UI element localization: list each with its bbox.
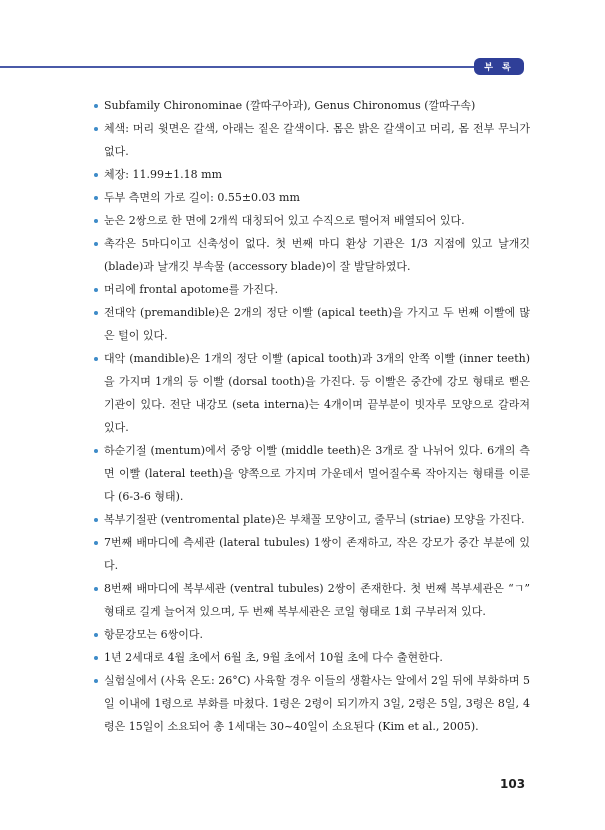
item-text: 7번째 배마디에 측세관 (lateral tubules) 1쌍이 존재하고, 작은 강모가 중간 부분에 있다. [104, 536, 530, 572]
bullet-icon [94, 242, 98, 246]
bullet-icon [94, 173, 98, 177]
item-text: 머리에 frontal apotome를 가진다. [104, 283, 279, 296]
item-text: 두부 측면의 가로 길이: 0.55±0.03 mm [104, 191, 300, 204]
item-text: 하순기절 (mentum)에서 중앙 이빨 (middle teeth)은 3개로 잘 나뉘어 있다. 6개의 측면 이빨 (lateral teeth)을 양쪽으로 가지며 가운데서 멀어질수록 작아지는 형태를 이룬다 (6-3-6 형태). [104, 444, 530, 503]
list-item [90, 531, 530, 577]
item-text: 8번째 배마디에 복부세관 (ventral tubules) 2쌍이 존재한다. 첫 번째 복부세관은 “ㄱ” 형태로 길게 늘어져 있으며, 두 번째 복부세관은 코일 형태로 1회 구부러져 있다. [104, 582, 530, 618]
content-list [90, 94, 530, 738]
item-text: 대악 (mandible)은 1개의 정단 이빨 (apical tooth)과 3개의 안쪽 이빨 (inner teeth)을 가지며 1개의 등 이빨 (dorsal tooth)을 가진다. 등 이빨은 중간에 강모 형태로 뻗은 기관이 있다. 전단 내강모 (seta interna)는 4개이며 끝부분이 빗자루 모양으로 갈라져 있다. [104, 352, 530, 434]
list-item [90, 278, 530, 301]
item-text: Subfamily Chironominae (깔따구아과), Genus Chironomus (깔따구속) [104, 99, 476, 112]
bullet-icon [94, 311, 98, 315]
item-text: 1년 2세대로 4월 초에서 6월 초, 9월 초에서 10월 초에 다수 출현한다. [104, 651, 443, 664]
list-item [90, 623, 530, 646]
list-item [90, 508, 530, 531]
item-text: 실험실에서 (사육 온도: 26°C) 사육할 경우 이들의 생활사는 알에서 2일 뒤에 부화하며 5일 이내에 1령으로 부화를 마쳤다. 1령은 2령이 되기까지 3일, 2령은 5일, 3령은 8일, 4령은 15일이 소요되어 총 1세대는 30~40일이 소요된다 (Kim et al., 2005). [104, 674, 530, 733]
bullet-icon [94, 288, 98, 292]
bullet-icon [94, 104, 98, 108]
page-number: 103 [500, 777, 526, 791]
list-item [90, 669, 530, 738]
bullet-icon [94, 656, 98, 660]
list-item [90, 209, 530, 232]
bullet-icon [94, 587, 98, 591]
list-item [90, 94, 530, 117]
item-text: 복부기절판 (ventromental plate)은 부채꼴 모양이고, 줄무늬 (striae) 모양을 가진다. [104, 513, 525, 526]
list-item [90, 186, 530, 209]
list-item [90, 163, 530, 186]
section-tab: 부 록 [474, 58, 524, 75]
item-text: 전대악 (premandible)은 2개의 정단 이빨 (apical teeth)을 가지고 두 번째 이빨에 많은 털이 있다. [104, 306, 530, 342]
list-item [90, 117, 530, 163]
bullet-icon [94, 633, 98, 637]
bullet-icon [94, 518, 98, 522]
item-text: 눈은 2쌍으로 한 면에 2개씩 대칭되어 있고 수직으로 떨어져 배열되어 있다. [104, 214, 465, 227]
header-rule [0, 66, 478, 68]
list-item [90, 577, 530, 623]
list-item [90, 646, 530, 669]
item-text: 체색: 머리 윗면은 갈색, 아래는 짙은 갈색이다. 몸은 밝은 갈색이고 머리, 몸 전부 무늬가 없다. [104, 122, 530, 158]
bullet-icon [94, 219, 98, 223]
item-text: 항문강모는 6쌍이다. [104, 628, 203, 641]
list-item [90, 347, 530, 439]
list-item [90, 439, 530, 508]
item-text: 촉각은 5마디이고 신축성이 없다. 첫 번째 마디 환상 기관은 1/3 지점에 있고 날개깃 (blade)과 날개깃 부속물 (accessory blade)이 잘 발달하였다. [104, 237, 530, 273]
bullet-icon [94, 541, 98, 545]
bullet-icon [94, 196, 98, 200]
bullet-icon [94, 449, 98, 453]
bullet-icon [94, 679, 98, 683]
bullet-icon [94, 127, 98, 131]
item-text: 체장: 11.99±1.18 mm [104, 168, 223, 181]
bullet-icon [94, 357, 98, 361]
list-item [90, 232, 530, 278]
list-item [90, 301, 530, 347]
